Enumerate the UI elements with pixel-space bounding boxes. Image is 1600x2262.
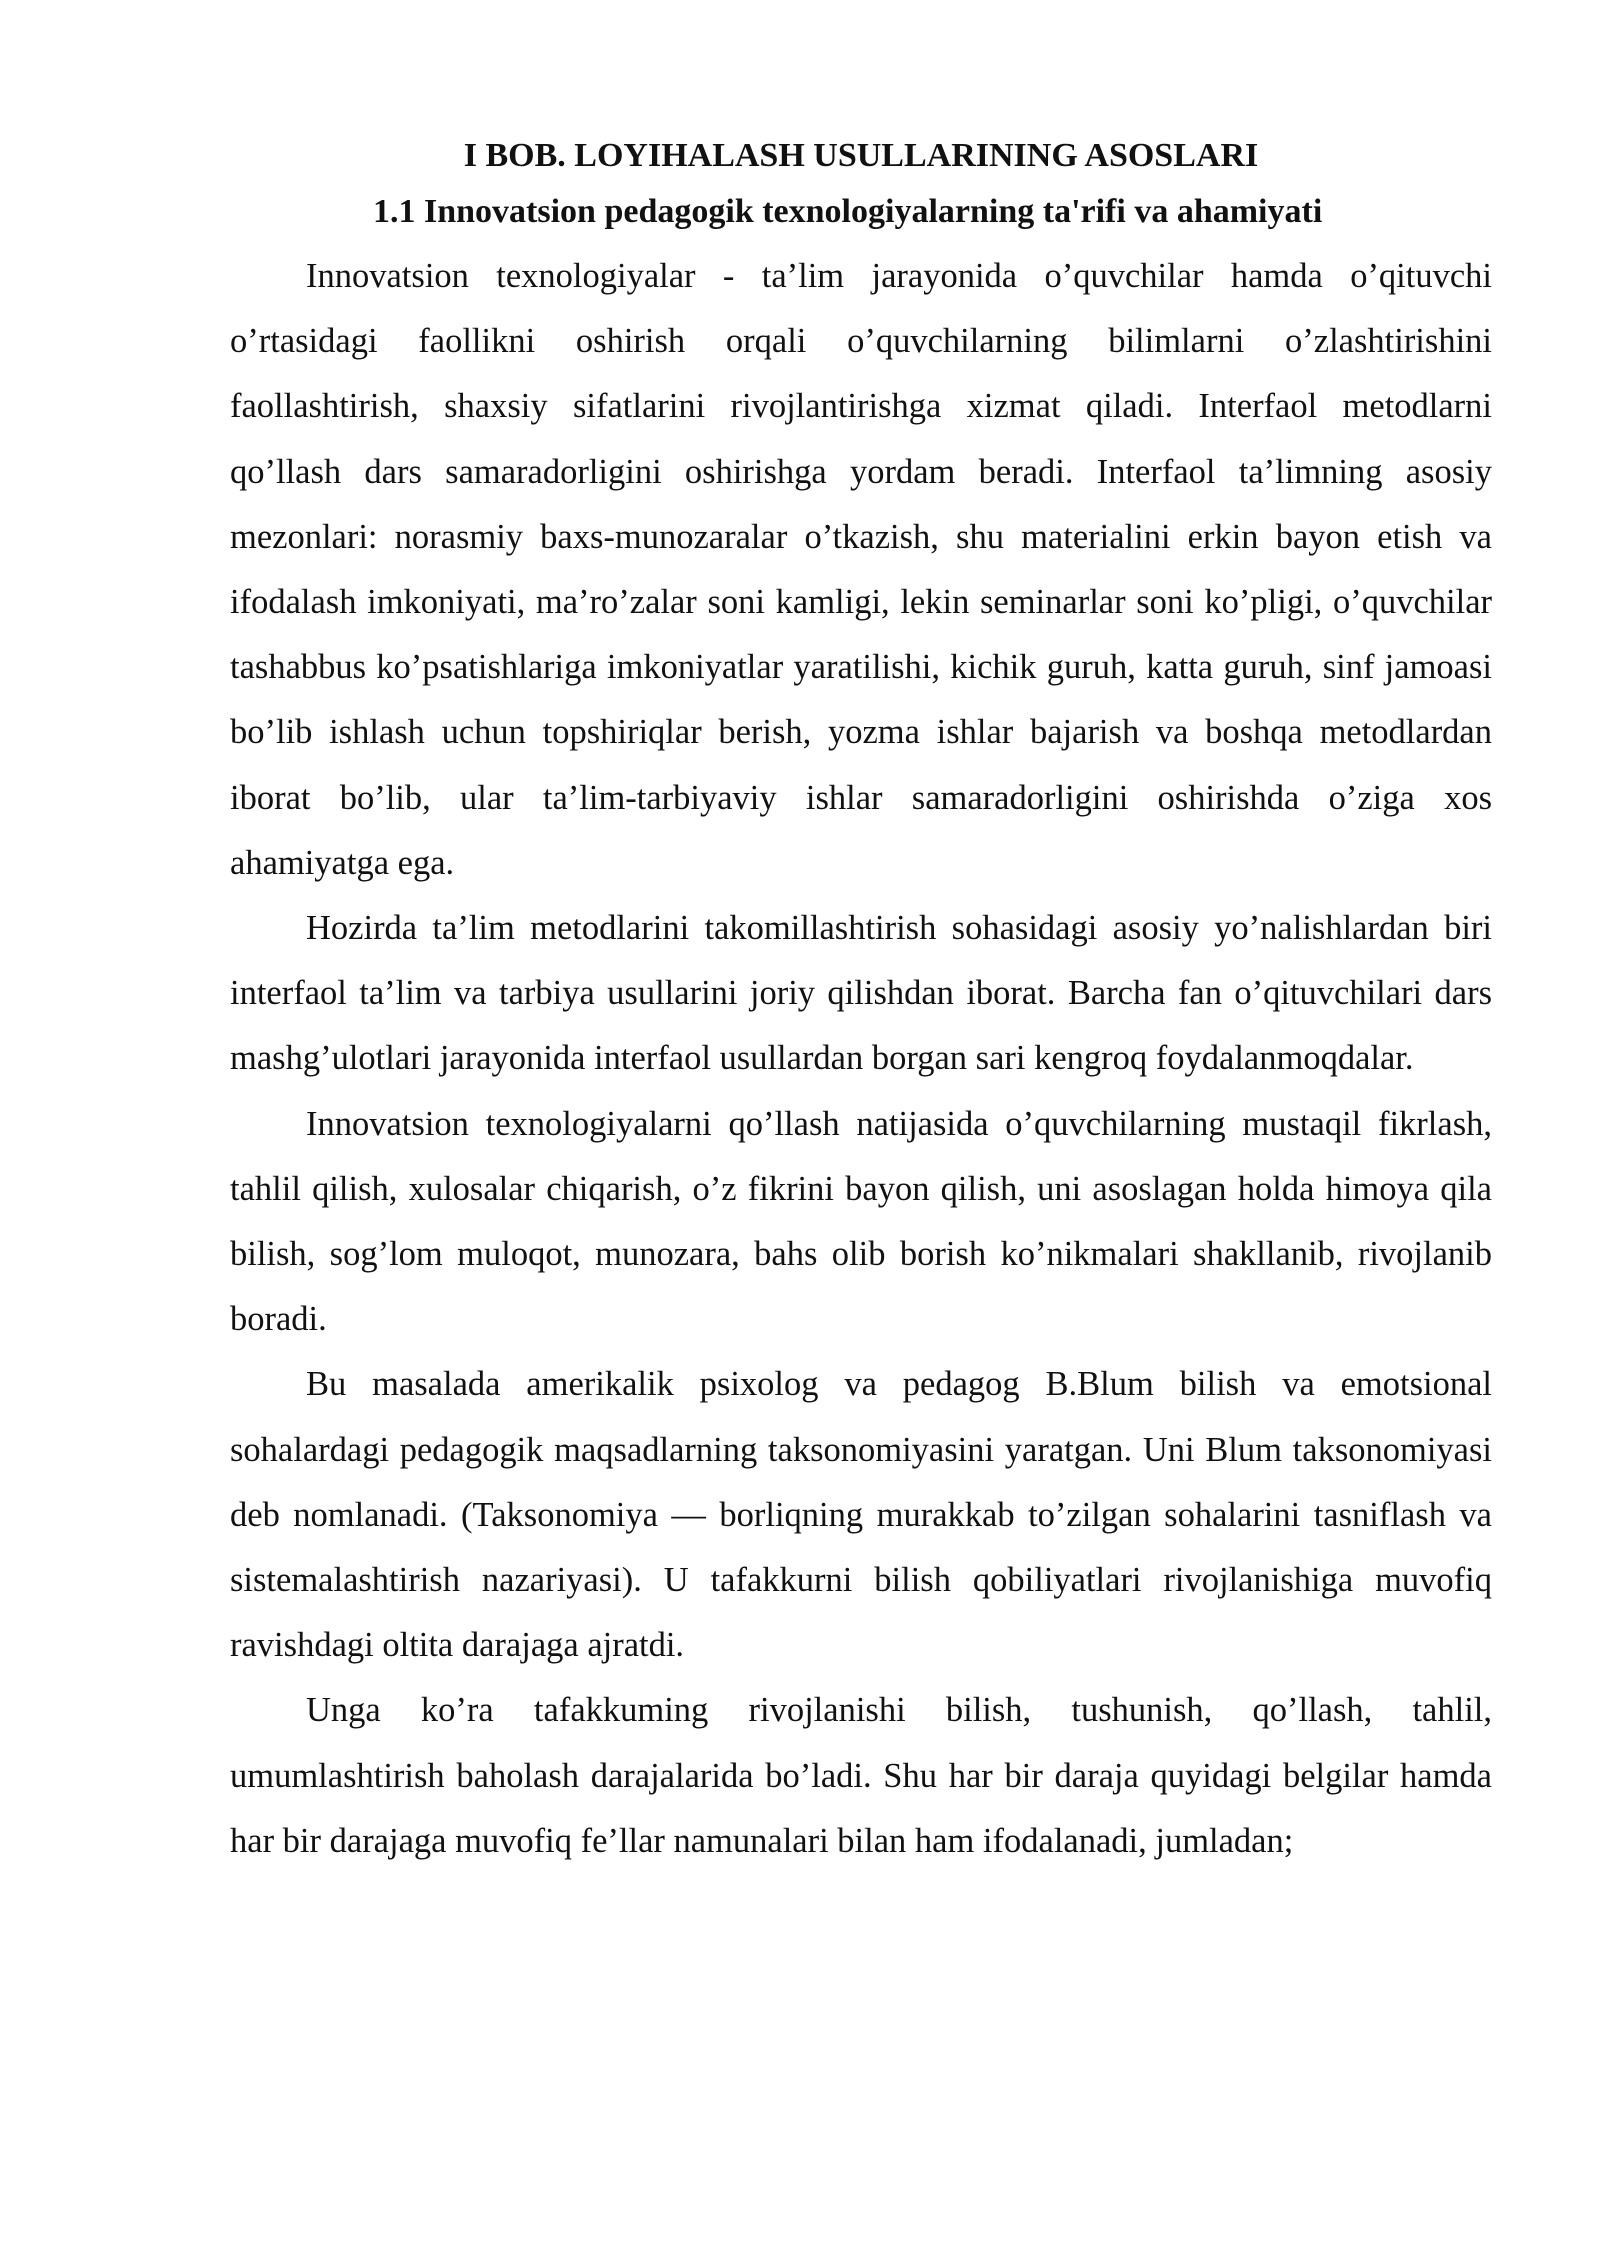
paragraph-2: Hozirda ta’lim metodlarini takomillashtirish sohasidagi asosiy yo’nalishlardan biri interfaol ta’lim va tarbiya usullarini joriy qilishdan iborat. Barcha fan o’qituvchilari dars mashg’ulotlari jarayonida interfaol usullardan borgan sari kengroq foydalanmoqdalar. (230, 909, 1492, 1078)
paragraph-1: Innovatsion texnologiyalar - ta’lim jarayonida o’quvchilar hamda o’qituvchi o’rtasidagi faollikni oshirish orqali o’quvchilarning bilimlarni o’zlashtirishini faollashtirish, shaxsiy sifatlarini rivojlantirishga xizmat qiladi. Interfaol metodlarni qo’llash dars samaradorligini oshirishga yordam beradi. Interfaol ta’limning asosiy mezonlari: norasmiy baxs-munozaralar o’tkazish, shu materialini erkin bayon etish va ifodalash imkoniyati, ma’ro’zalar soni kamligi, lekin seminarlar soni ko’pligi, o’quvchilar tashabbus ko’psatishlariga imkoniyatlar yaratilishi, kichik guruh, katta guruh, sinf jamoasi bo’lib ishlash uchun topshiriqlar berish, yozma ishlar bajarish va boshqa metodlardan iborat bo’lib, ular ta’lim-tarbiyaviy ishlar samaradorligini oshirishda o’ziga xos ahamiyatga ega. (230, 257, 1492, 882)
paragraph-3: Innovatsion texnologiyalarni qo’llash natijasida o’quvchilarning mustaqil fikrlash, tahlil qilish, xulosalar chiqarish, o’z fikrini bayon qilish, uni asoslagan holda himoya qila bilish, sog’lom muloqot, munozara, bahs olib borish ko’nikmalari shakllanib, rivojlanib boradi. (230, 1104, 1492, 1339)
section-title: 1.1 Innovatsion pedagogik texnologiyalarning ta'rifi va ahamiyati (373, 193, 1323, 230)
page-content (230, 128, 1492, 1874)
paragraph-5: Unga ko’ra tafakkuming rivojlanishi bilish, tushunish, qo’llash, tahlil, umumlashtirish baholash darajalarida bo’ladi. Shu har bir daraja quyidagi belgilar hamda har bir darajaga muvofiq fe’llar namunalari bilan ham ifodalanadi, jumladan; (230, 1691, 1492, 1860)
paragraph-4: Bu masalada amerikalik psixolog va pedagog B.Blum bilish va emotsional sohalardagi pedagogik maqsadlarning taksonomiyasini yaratgan. Uni Blum taksonomiyasi deb nomlanadi. (Taksonomiya — borliqning murakkab to’zilgan sohalarini tasniflash va sistemalashtirish nazariyasi). U tafakkurni bilish qobiliyatlari rivojlanishiga muvofiq ravishdagi oltita darajaga ajratdi. (230, 1365, 1492, 1665)
chapter-title: I BOB. LOYIHALASH USULLARINING ASOSLARI (463, 137, 1259, 174)
